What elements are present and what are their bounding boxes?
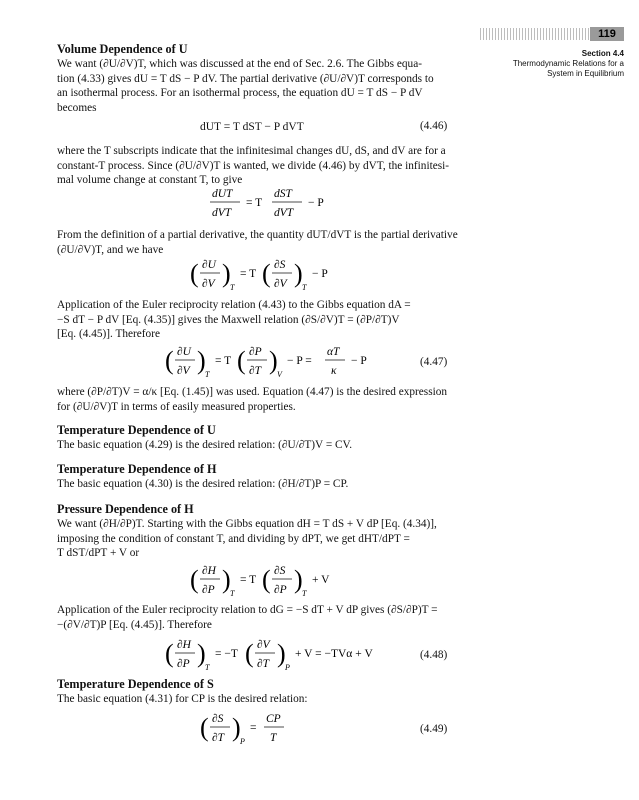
text-line: imposing the condition of constant T, and dividing by dPT, we get dHT/dPT = [57,532,410,545]
eq-term: αT [327,346,340,358]
text-line: where the T subscripts indicate that the infinitesimal changes dU, dS, and dV are for a [57,145,446,157]
eq-term: = −T [215,648,238,660]
sidebar-title-1: Thermodynamic Relations for a [512,59,624,68]
eq-term: − P [308,197,324,209]
eq-term: = T [215,355,232,367]
text-line: Application of the Euler reciprocity relation (4.43) to the Gibbs equation dA = [57,299,411,311]
eq-term: CP [266,713,281,725]
eq-term: T [302,589,307,598]
text-line: (∂U/∂V)T, and we have [57,243,164,256]
header-stripes [480,28,590,40]
text-line: an isothermal process. For an isothermal process, the equation dU = T dS − P dV [57,87,423,99]
eq-term: ∂H [177,639,191,651]
eq-term: ∂V [257,639,270,651]
svg-text:): ) [222,565,231,594]
eq-term: − P [351,355,367,367]
svg-text:): ) [294,259,303,288]
page-number: 119 [590,27,624,41]
heading-temperature-dependence-u: Temperature Dependence of U [57,423,216,437]
eq-term: ∂T [257,658,270,670]
paragraph: The basic equation (4.29) is the desired relation: (∂U/∂T)V = CV. [57,439,353,451]
eq-term: + V [312,574,330,586]
eq-term: = T [240,268,257,280]
equation-4-48 [165,636,415,676]
eq-term: T [205,663,210,672]
equation-4-49 [200,710,340,750]
eq-term: = T [246,197,263,209]
paragraph: The basic equation (4.30) is the desired relation: (∂H/∂T)P = CP. [57,478,349,490]
svg-text:): ) [197,639,206,668]
eq-term: ∂P [202,584,215,596]
eq-term: ∂V [177,365,190,377]
paragraph [57,603,459,632]
eq-term: V [277,370,282,379]
text-line: Application of the Euler reciprocity relation to dG = −S dT + V dP gives (∂S/∂P)T = [57,604,438,616]
eq-term: + V = −TVα + V [295,648,373,660]
eq-term: ∂T [249,365,262,377]
eq-term: ∂U [177,346,191,358]
text-line: −S dT − P dV [Eq. (4.35)] gives the Maxwell relation (∂S/∂V)T = (∂P/∂T)V [57,313,400,326]
eq-term: P [240,737,245,746]
svg-text:(: ( [165,346,174,375]
eq-term: T [270,732,277,744]
paragraph [57,385,459,414]
eq-term: ∂S [274,565,286,577]
text-line: for (∂U/∂V)T in terms of easily measured properties. [57,400,296,413]
svg-text:(: ( [262,259,271,288]
eq-term: dUT [212,188,233,200]
eq-term: ∂P [177,658,190,670]
equation-number: (4.48) [420,649,448,661]
svg-text:(: ( [165,639,174,668]
text-line: constant-T process. Since (∂U/∂V)T is wanted, we divide (4.46) by dVT, the infinitesi- [57,159,450,172]
svg-text:(: ( [190,565,199,594]
eq-term: dST [274,188,292,200]
paragraph [57,298,459,342]
text-line: where (∂P/∂T)V = α/κ [Eq. (1.45)] was used. Equation (4.47) is the desired expression [57,386,448,398]
svg-text:): ) [232,713,241,742]
heading-temperature-dependence-s: Temperature Dependence of S [57,677,214,691]
svg-text:(: ( [237,346,246,375]
heading-temperature-dependence-h: Temperature Dependence of H [57,462,217,476]
eq-term: T [205,370,210,379]
equation-number: (4.47) [420,356,448,368]
equation-dhdp [190,562,370,602]
paragraph [57,57,459,115]
text-line: We want (∂H/∂P)T. Starting with the Gibbs equation dH = T dS + V dP [Eq. (4.34)], [57,518,437,530]
eq-term: ∂P [249,346,262,358]
eq-term: dVT [274,207,294,219]
text-line: We want (∂U/∂V)T, which was discussed at the end of Sec. 2.6. The Gibbs equa- [57,58,422,70]
equation-4-46: dUT = T dST − P dVT [200,121,304,133]
eq-term: dVT [212,207,232,219]
eq-term: ∂S [212,713,224,725]
heading-pressure-dependence-h: Pressure Dependence of H [57,502,194,516]
text-line: T dST/dPT + V or [57,547,140,559]
eq-term: ∂U [202,259,216,271]
equation-number: (4.46) [420,120,448,132]
svg-text:): ) [222,259,231,288]
text-line: −(∂V/∂T)P [Eq. (4.45)]. Therefore [57,618,212,631]
text-line: [Eq. (4.45)]. Therefore [57,328,160,340]
eq-term: T [230,283,235,292]
sidebar-title-2: System in Equilibrium [547,69,624,78]
eq-term: − P = [287,355,312,367]
eq-term: ∂V [202,278,215,290]
eq-term: ∂P [274,584,287,596]
svg-text:): ) [269,346,278,375]
eq-term: − P [312,268,328,280]
svg-text:(: ( [190,259,199,288]
eq-term: ∂V [274,278,287,290]
heading-volume-dependence-u: Volume Dependence of U [57,42,188,56]
svg-text:(: ( [262,565,271,594]
equation-dudv [190,256,370,296]
svg-text:(: ( [200,713,209,742]
text-line: becomes [57,101,97,114]
eq-term: = T [240,574,257,586]
paragraph [57,228,459,257]
paragraph: The basic equation (4.31) for CP is the desired relation: [57,693,308,705]
paragraph [57,144,459,188]
svg-text:(: ( [245,639,254,668]
eq-term: T [302,283,307,292]
equation-number: (4.49) [420,723,448,735]
eq-term: ∂H [202,565,216,577]
svg-text:): ) [294,565,303,594]
svg-text:): ) [197,346,206,375]
eq-term: ∂S [274,259,286,271]
paragraph [57,517,459,561]
equation-fraction-ratio [200,185,380,225]
eq-term: P [285,663,290,672]
text-line: mal volume change at constant T, to give [57,174,243,186]
eq-term: ∂T [212,732,225,744]
eq-term: = [250,722,257,734]
eq-term: κ [331,365,337,377]
equation-4-47 [165,343,415,383]
running-sidebar [500,49,624,79]
svg-text:): ) [277,639,286,668]
text-line: tion (4.33) gives dU = T dS − P dV. The partial derivative (∂U/∂V)T corresponds to [57,72,434,85]
eq-term: T [230,589,235,598]
text-line: From the definition of a partial derivative, the quantity dUT/dVT is the partial derivative [57,229,458,241]
sidebar-section: Section 4.4 [581,49,624,58]
